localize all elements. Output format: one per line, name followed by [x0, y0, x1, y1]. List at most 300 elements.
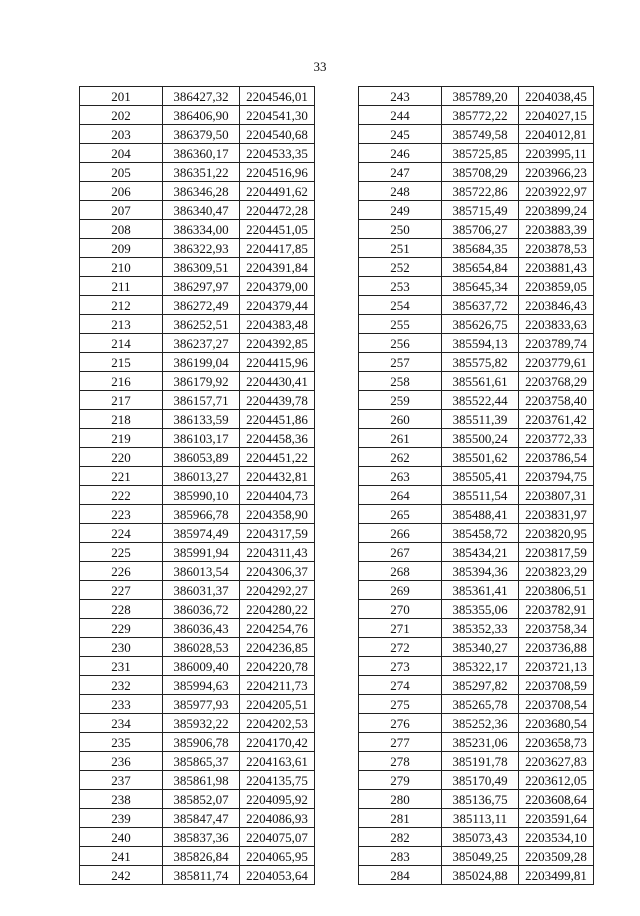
y-coordinate-cell: 2204516,96: [240, 163, 315, 182]
x-coordinate-cell: 385722,86: [442, 182, 519, 201]
x-coordinate-cell: 385501,62: [442, 448, 519, 467]
x-coordinate-cell: 386252,51: [163, 315, 240, 334]
y-coordinate-cell: 2203846,43: [519, 296, 594, 315]
point-number-cell: 247: [359, 163, 442, 182]
table-row: [80, 562, 315, 581]
point-number-cell: 209: [80, 239, 163, 258]
point-number-cell: 221: [80, 467, 163, 486]
table-row: [359, 733, 594, 752]
point-number-cell: 227: [80, 581, 163, 600]
y-coordinate-cell: 2204540,68: [240, 125, 315, 144]
y-coordinate-cell: 2204458,36: [240, 429, 315, 448]
x-coordinate-cell: 385977,93: [163, 695, 240, 714]
table-row: [80, 714, 315, 733]
table-row: [359, 410, 594, 429]
table-row: [80, 771, 315, 790]
table-row: [80, 277, 315, 296]
point-number-cell: 211: [80, 277, 163, 296]
y-coordinate-cell: 2204075,07: [240, 828, 315, 847]
point-number-cell: 271: [359, 619, 442, 638]
y-coordinate-cell: 2204027,15: [519, 106, 594, 125]
table-row: [359, 87, 594, 106]
table-row: [80, 847, 315, 866]
x-coordinate-cell: 385505,41: [442, 467, 519, 486]
y-coordinate-cell: 2204533,35: [240, 144, 315, 163]
point-number-cell: 203: [80, 125, 163, 144]
table-row: [359, 125, 594, 144]
y-coordinate-cell: 2203721,13: [519, 657, 594, 676]
x-coordinate-cell: 385837,36: [163, 828, 240, 847]
table-row: [359, 847, 594, 866]
table-row: [359, 638, 594, 657]
point-number-cell: 280: [359, 790, 442, 809]
table-row: [80, 790, 315, 809]
x-coordinate-cell: 386322,93: [163, 239, 240, 258]
table-row: [359, 619, 594, 638]
point-number-cell: 263: [359, 467, 442, 486]
point-number-cell: 252: [359, 258, 442, 277]
y-coordinate-cell: 2203499,81: [519, 866, 594, 885]
x-coordinate-cell: 386103,17: [163, 429, 240, 448]
x-coordinate-cell: 386406,90: [163, 106, 240, 125]
y-coordinate-cell: 2204472,28: [240, 201, 315, 220]
point-number-cell: 255: [359, 315, 442, 334]
point-number-cell: 237: [80, 771, 163, 790]
table-row: [359, 543, 594, 562]
table-row: [80, 353, 315, 372]
point-number-cell: 281: [359, 809, 442, 828]
x-coordinate-cell: 386379,50: [163, 125, 240, 144]
table-row: [359, 486, 594, 505]
y-coordinate-cell: 2204415,96: [240, 353, 315, 372]
point-number-cell: 240: [80, 828, 163, 847]
table-row: [80, 505, 315, 524]
y-coordinate-cell: 2203817,59: [519, 543, 594, 562]
y-coordinate-cell: 2203881,43: [519, 258, 594, 277]
y-coordinate-cell: 2204236,85: [240, 638, 315, 657]
y-coordinate-cell: 2203899,24: [519, 201, 594, 220]
point-number-cell: 243: [359, 87, 442, 106]
x-coordinate-cell: 385706,27: [442, 220, 519, 239]
x-coordinate-cell: 385974,49: [163, 524, 240, 543]
table-row: [80, 752, 315, 771]
y-coordinate-cell: 2204451,05: [240, 220, 315, 239]
x-coordinate-cell: 385865,37: [163, 752, 240, 771]
x-coordinate-cell: 385511,39: [442, 410, 519, 429]
table-row: [80, 220, 315, 239]
point-number-cell: 208: [80, 220, 163, 239]
x-coordinate-cell: 386427,32: [163, 87, 240, 106]
table-row: [80, 106, 315, 125]
table-row: [80, 182, 315, 201]
y-coordinate-cell: 2204311,43: [240, 543, 315, 562]
y-coordinate-cell: 2203786,54: [519, 448, 594, 467]
y-coordinate-cell: 2203807,31: [519, 486, 594, 505]
table-row: [359, 391, 594, 410]
table-row: [80, 239, 315, 258]
table-row: [80, 391, 315, 410]
x-coordinate-cell: 385561,61: [442, 372, 519, 391]
x-coordinate-cell: 386346,28: [163, 182, 240, 201]
table-row: [359, 239, 594, 258]
x-coordinate-cell: 385725,85: [442, 144, 519, 163]
table-row: [80, 695, 315, 714]
y-coordinate-cell: 2204095,92: [240, 790, 315, 809]
y-coordinate-cell: 2204205,51: [240, 695, 315, 714]
x-coordinate-cell: 385352,33: [442, 619, 519, 638]
y-coordinate-cell: 2204317,59: [240, 524, 315, 543]
y-coordinate-cell: 2203768,29: [519, 372, 594, 391]
x-coordinate-cell: 385458,72: [442, 524, 519, 543]
x-coordinate-cell: 385594,13: [442, 334, 519, 353]
y-coordinate-cell: 2204404,73: [240, 486, 315, 505]
y-coordinate-cell: 2203779,61: [519, 353, 594, 372]
table-row: [359, 505, 594, 524]
point-number-cell: 284: [359, 866, 442, 885]
table-row: [80, 125, 315, 144]
y-coordinate-cell: 2203883,39: [519, 220, 594, 239]
table-row: [359, 163, 594, 182]
x-coordinate-cell: 385772,22: [442, 106, 519, 125]
table-row: [80, 866, 315, 885]
table-row: [80, 296, 315, 315]
table-row: [80, 315, 315, 334]
point-number-cell: 273: [359, 657, 442, 676]
x-coordinate-cell: 385966,78: [163, 505, 240, 524]
point-number-cell: 214: [80, 334, 163, 353]
point-number-cell: 258: [359, 372, 442, 391]
table-row: [80, 429, 315, 448]
x-coordinate-cell: 385715,49: [442, 201, 519, 220]
x-coordinate-cell: 385861,98: [163, 771, 240, 790]
x-coordinate-cell: 385265,78: [442, 695, 519, 714]
point-number-cell: 275: [359, 695, 442, 714]
table-row: [359, 182, 594, 201]
x-coordinate-cell: 385136,75: [442, 790, 519, 809]
x-coordinate-cell: 385394,36: [442, 562, 519, 581]
y-coordinate-cell: 2204491,62: [240, 182, 315, 201]
point-number-cell: 216: [80, 372, 163, 391]
x-coordinate-cell: 385073,43: [442, 828, 519, 847]
y-coordinate-cell: 2204292,27: [240, 581, 315, 600]
x-coordinate-cell: 385252,36: [442, 714, 519, 733]
table-row: [80, 448, 315, 467]
table-row: [359, 790, 594, 809]
y-coordinate-cell: 2204280,22: [240, 600, 315, 619]
point-number-cell: 250: [359, 220, 442, 239]
point-number-cell: 268: [359, 562, 442, 581]
x-coordinate-cell: 385684,35: [442, 239, 519, 258]
y-coordinate-cell: 2204012,81: [519, 125, 594, 144]
table-row: [359, 866, 594, 885]
y-coordinate-cell: 2203922,97: [519, 182, 594, 201]
x-coordinate-cell: 385991,94: [163, 543, 240, 562]
x-coordinate-cell: 386334,00: [163, 220, 240, 239]
x-coordinate-cell: 385789,20: [442, 87, 519, 106]
point-number-cell: 207: [80, 201, 163, 220]
point-number-cell: 213: [80, 315, 163, 334]
y-coordinate-cell: 2204220,78: [240, 657, 315, 676]
table-row: [80, 619, 315, 638]
point-number-cell: 222: [80, 486, 163, 505]
y-coordinate-cell: 2204254,76: [240, 619, 315, 638]
table-row: [359, 201, 594, 220]
x-coordinate-cell: 386036,43: [163, 619, 240, 638]
table-row: [359, 809, 594, 828]
point-number-cell: 239: [80, 809, 163, 828]
x-coordinate-cell: 386013,27: [163, 467, 240, 486]
y-coordinate-cell: 2204541,30: [240, 106, 315, 125]
y-coordinate-cell: 2203966,23: [519, 163, 594, 182]
table-row: [80, 201, 315, 220]
point-number-cell: 266: [359, 524, 442, 543]
point-number-cell: 202: [80, 106, 163, 125]
y-coordinate-cell: 2204379,44: [240, 296, 315, 315]
x-coordinate-cell: 385826,84: [163, 847, 240, 866]
x-coordinate-cell: 386053,89: [163, 448, 240, 467]
point-number-cell: 241: [80, 847, 163, 866]
point-number-cell: 282: [359, 828, 442, 847]
y-coordinate-cell: 2203591,64: [519, 809, 594, 828]
table-row: [80, 809, 315, 828]
y-coordinate-cell: 2204451,22: [240, 448, 315, 467]
point-number-cell: 267: [359, 543, 442, 562]
table-row: [80, 486, 315, 505]
y-coordinate-cell: 2204451,86: [240, 410, 315, 429]
x-coordinate-cell: 385847,47: [163, 809, 240, 828]
y-coordinate-cell: 2204439,78: [240, 391, 315, 410]
y-coordinate-cell: 2204417,85: [240, 239, 315, 258]
y-coordinate-cell: 2204163,61: [240, 752, 315, 771]
point-number-cell: 230: [80, 638, 163, 657]
y-coordinate-cell: 2204430,41: [240, 372, 315, 391]
table-row: [80, 372, 315, 391]
y-coordinate-cell: 2204038,45: [519, 87, 594, 106]
x-coordinate-cell: 385170,49: [442, 771, 519, 790]
point-number-cell: 259: [359, 391, 442, 410]
coordinates-table-right: [358, 86, 594, 885]
x-coordinate-cell: 386157,71: [163, 391, 240, 410]
point-number-cell: 283: [359, 847, 442, 866]
x-coordinate-cell: 385990,10: [163, 486, 240, 505]
point-number-cell: 232: [80, 676, 163, 695]
x-coordinate-cell: 386013,54: [163, 562, 240, 581]
y-coordinate-cell: 2203794,75: [519, 467, 594, 486]
x-coordinate-cell: 386360,17: [163, 144, 240, 163]
y-coordinate-cell: 2203878,53: [519, 239, 594, 258]
x-coordinate-cell: 386297,97: [163, 277, 240, 296]
point-number-cell: 206: [80, 182, 163, 201]
point-number-cell: 248: [359, 182, 442, 201]
table-row: [80, 334, 315, 353]
point-number-cell: 215: [80, 353, 163, 372]
table-row: [359, 106, 594, 125]
x-coordinate-cell: 386028,53: [163, 638, 240, 657]
point-number-cell: 262: [359, 448, 442, 467]
point-number-cell: 223: [80, 505, 163, 524]
x-coordinate-cell: 385340,27: [442, 638, 519, 657]
point-number-cell: 261: [359, 429, 442, 448]
x-coordinate-cell: 385708,29: [442, 163, 519, 182]
table-row: [359, 695, 594, 714]
table-row: [80, 543, 315, 562]
y-coordinate-cell: 2203806,51: [519, 581, 594, 600]
table-row: [80, 163, 315, 182]
y-coordinate-cell: 2204383,48: [240, 315, 315, 334]
x-coordinate-cell: 385906,78: [163, 733, 240, 752]
y-coordinate-cell: 2203859,05: [519, 277, 594, 296]
y-coordinate-cell: 2203820,95: [519, 524, 594, 543]
x-coordinate-cell: 385811,74: [163, 866, 240, 885]
x-coordinate-cell: 385511,54: [442, 486, 519, 505]
point-number-cell: 205: [80, 163, 163, 182]
table-row: [80, 87, 315, 106]
table-row: [80, 657, 315, 676]
table-row: [359, 467, 594, 486]
x-coordinate-cell: 386237,27: [163, 334, 240, 353]
point-number-cell: 234: [80, 714, 163, 733]
table-row: [359, 676, 594, 695]
table-row: [359, 600, 594, 619]
y-coordinate-cell: 2203758,40: [519, 391, 594, 410]
coordinates-table-left: [79, 86, 315, 885]
point-number-cell: 220: [80, 448, 163, 467]
y-coordinate-cell: 2203627,83: [519, 752, 594, 771]
y-coordinate-cell: 2203658,73: [519, 733, 594, 752]
y-coordinate-cell: 2204379,00: [240, 277, 315, 296]
y-coordinate-cell: 2204170,42: [240, 733, 315, 752]
table-row: [359, 429, 594, 448]
x-coordinate-cell: 385575,82: [442, 353, 519, 372]
x-coordinate-cell: 386031,37: [163, 581, 240, 600]
x-coordinate-cell: 386351,22: [163, 163, 240, 182]
point-number-cell: 228: [80, 600, 163, 619]
point-number-cell: 246: [359, 144, 442, 163]
y-coordinate-cell: 2204546,01: [240, 87, 315, 106]
y-coordinate-cell: 2204065,95: [240, 847, 315, 866]
table-row: [80, 600, 315, 619]
y-coordinate-cell: 2203708,54: [519, 695, 594, 714]
point-number-cell: 235: [80, 733, 163, 752]
y-coordinate-cell: 2204135,75: [240, 771, 315, 790]
table-row: [359, 581, 594, 600]
point-number-cell: 242: [80, 866, 163, 885]
point-number-cell: 233: [80, 695, 163, 714]
point-number-cell: 210: [80, 258, 163, 277]
table-row: [359, 828, 594, 847]
point-number-cell: 225: [80, 543, 163, 562]
table-row: [80, 410, 315, 429]
point-number-cell: 264: [359, 486, 442, 505]
x-coordinate-cell: 385626,75: [442, 315, 519, 334]
point-number-cell: 201: [80, 87, 163, 106]
table-row: [359, 714, 594, 733]
point-number-cell: 229: [80, 619, 163, 638]
point-number-cell: 260: [359, 410, 442, 429]
y-coordinate-cell: 2204053,64: [240, 866, 315, 885]
x-coordinate-cell: 385932,22: [163, 714, 240, 733]
y-coordinate-cell: 2204392,85: [240, 334, 315, 353]
page-number: 33: [313, 59, 327, 74]
x-coordinate-cell: 385994,63: [163, 676, 240, 695]
x-coordinate-cell: 386340,47: [163, 201, 240, 220]
point-number-cell: 217: [80, 391, 163, 410]
y-coordinate-cell: 2203509,28: [519, 847, 594, 866]
point-number-cell: 204: [80, 144, 163, 163]
table-row: [80, 144, 315, 163]
point-number-cell: 249: [359, 201, 442, 220]
x-coordinate-cell: 385654,84: [442, 258, 519, 277]
y-coordinate-cell: 2203789,74: [519, 334, 594, 353]
y-coordinate-cell: 2203823,29: [519, 562, 594, 581]
point-number-cell: 277: [359, 733, 442, 752]
x-coordinate-cell: 385522,44: [442, 391, 519, 410]
table-row: [359, 771, 594, 790]
point-number-cell: 256: [359, 334, 442, 353]
point-number-cell: 224: [80, 524, 163, 543]
point-number-cell: 244: [359, 106, 442, 125]
y-coordinate-cell: 2203831,97: [519, 505, 594, 524]
y-coordinate-cell: 2203708,59: [519, 676, 594, 695]
point-number-cell: 270: [359, 600, 442, 619]
x-coordinate-cell: 385434,21: [442, 543, 519, 562]
x-coordinate-cell: 385645,34: [442, 277, 519, 296]
x-coordinate-cell: 386309,51: [163, 258, 240, 277]
x-coordinate-cell: 386199,04: [163, 353, 240, 372]
x-coordinate-cell: 386009,40: [163, 657, 240, 676]
table-row: [80, 676, 315, 695]
point-number-cell: 257: [359, 353, 442, 372]
point-number-cell: 231: [80, 657, 163, 676]
table-row: [80, 828, 315, 847]
table-row: [359, 334, 594, 353]
x-coordinate-cell: 385231,06: [442, 733, 519, 752]
x-coordinate-cell: 385500,24: [442, 429, 519, 448]
y-coordinate-cell: 2203612,05: [519, 771, 594, 790]
table-row: [359, 524, 594, 543]
table-row: [359, 562, 594, 581]
y-coordinate-cell: 2204202,53: [240, 714, 315, 733]
table-row: [359, 372, 594, 391]
table-row: [359, 277, 594, 296]
y-coordinate-cell: 2203608,64: [519, 790, 594, 809]
point-number-cell: 274: [359, 676, 442, 695]
x-coordinate-cell: 385361,41: [442, 581, 519, 600]
table-row: [359, 657, 594, 676]
x-coordinate-cell: 386179,92: [163, 372, 240, 391]
point-number-cell: 276: [359, 714, 442, 733]
y-coordinate-cell: 2203680,54: [519, 714, 594, 733]
table-row: [359, 220, 594, 239]
table-row: [80, 467, 315, 486]
y-coordinate-cell: 2204358,90: [240, 505, 315, 524]
y-coordinate-cell: 2203782,91: [519, 600, 594, 619]
point-number-cell: 238: [80, 790, 163, 809]
x-coordinate-cell: 385637,72: [442, 296, 519, 315]
x-coordinate-cell: 385297,82: [442, 676, 519, 695]
point-number-cell: 279: [359, 771, 442, 790]
x-coordinate-cell: 385322,17: [442, 657, 519, 676]
x-coordinate-cell: 385488,41: [442, 505, 519, 524]
x-coordinate-cell: 386133,59: [163, 410, 240, 429]
x-coordinate-cell: 386036,72: [163, 600, 240, 619]
point-number-cell: 269: [359, 581, 442, 600]
point-number-cell: 251: [359, 239, 442, 258]
table-row: [359, 752, 594, 771]
x-coordinate-cell: 385113,11: [442, 809, 519, 828]
table-row: [80, 258, 315, 277]
point-number-cell: 272: [359, 638, 442, 657]
